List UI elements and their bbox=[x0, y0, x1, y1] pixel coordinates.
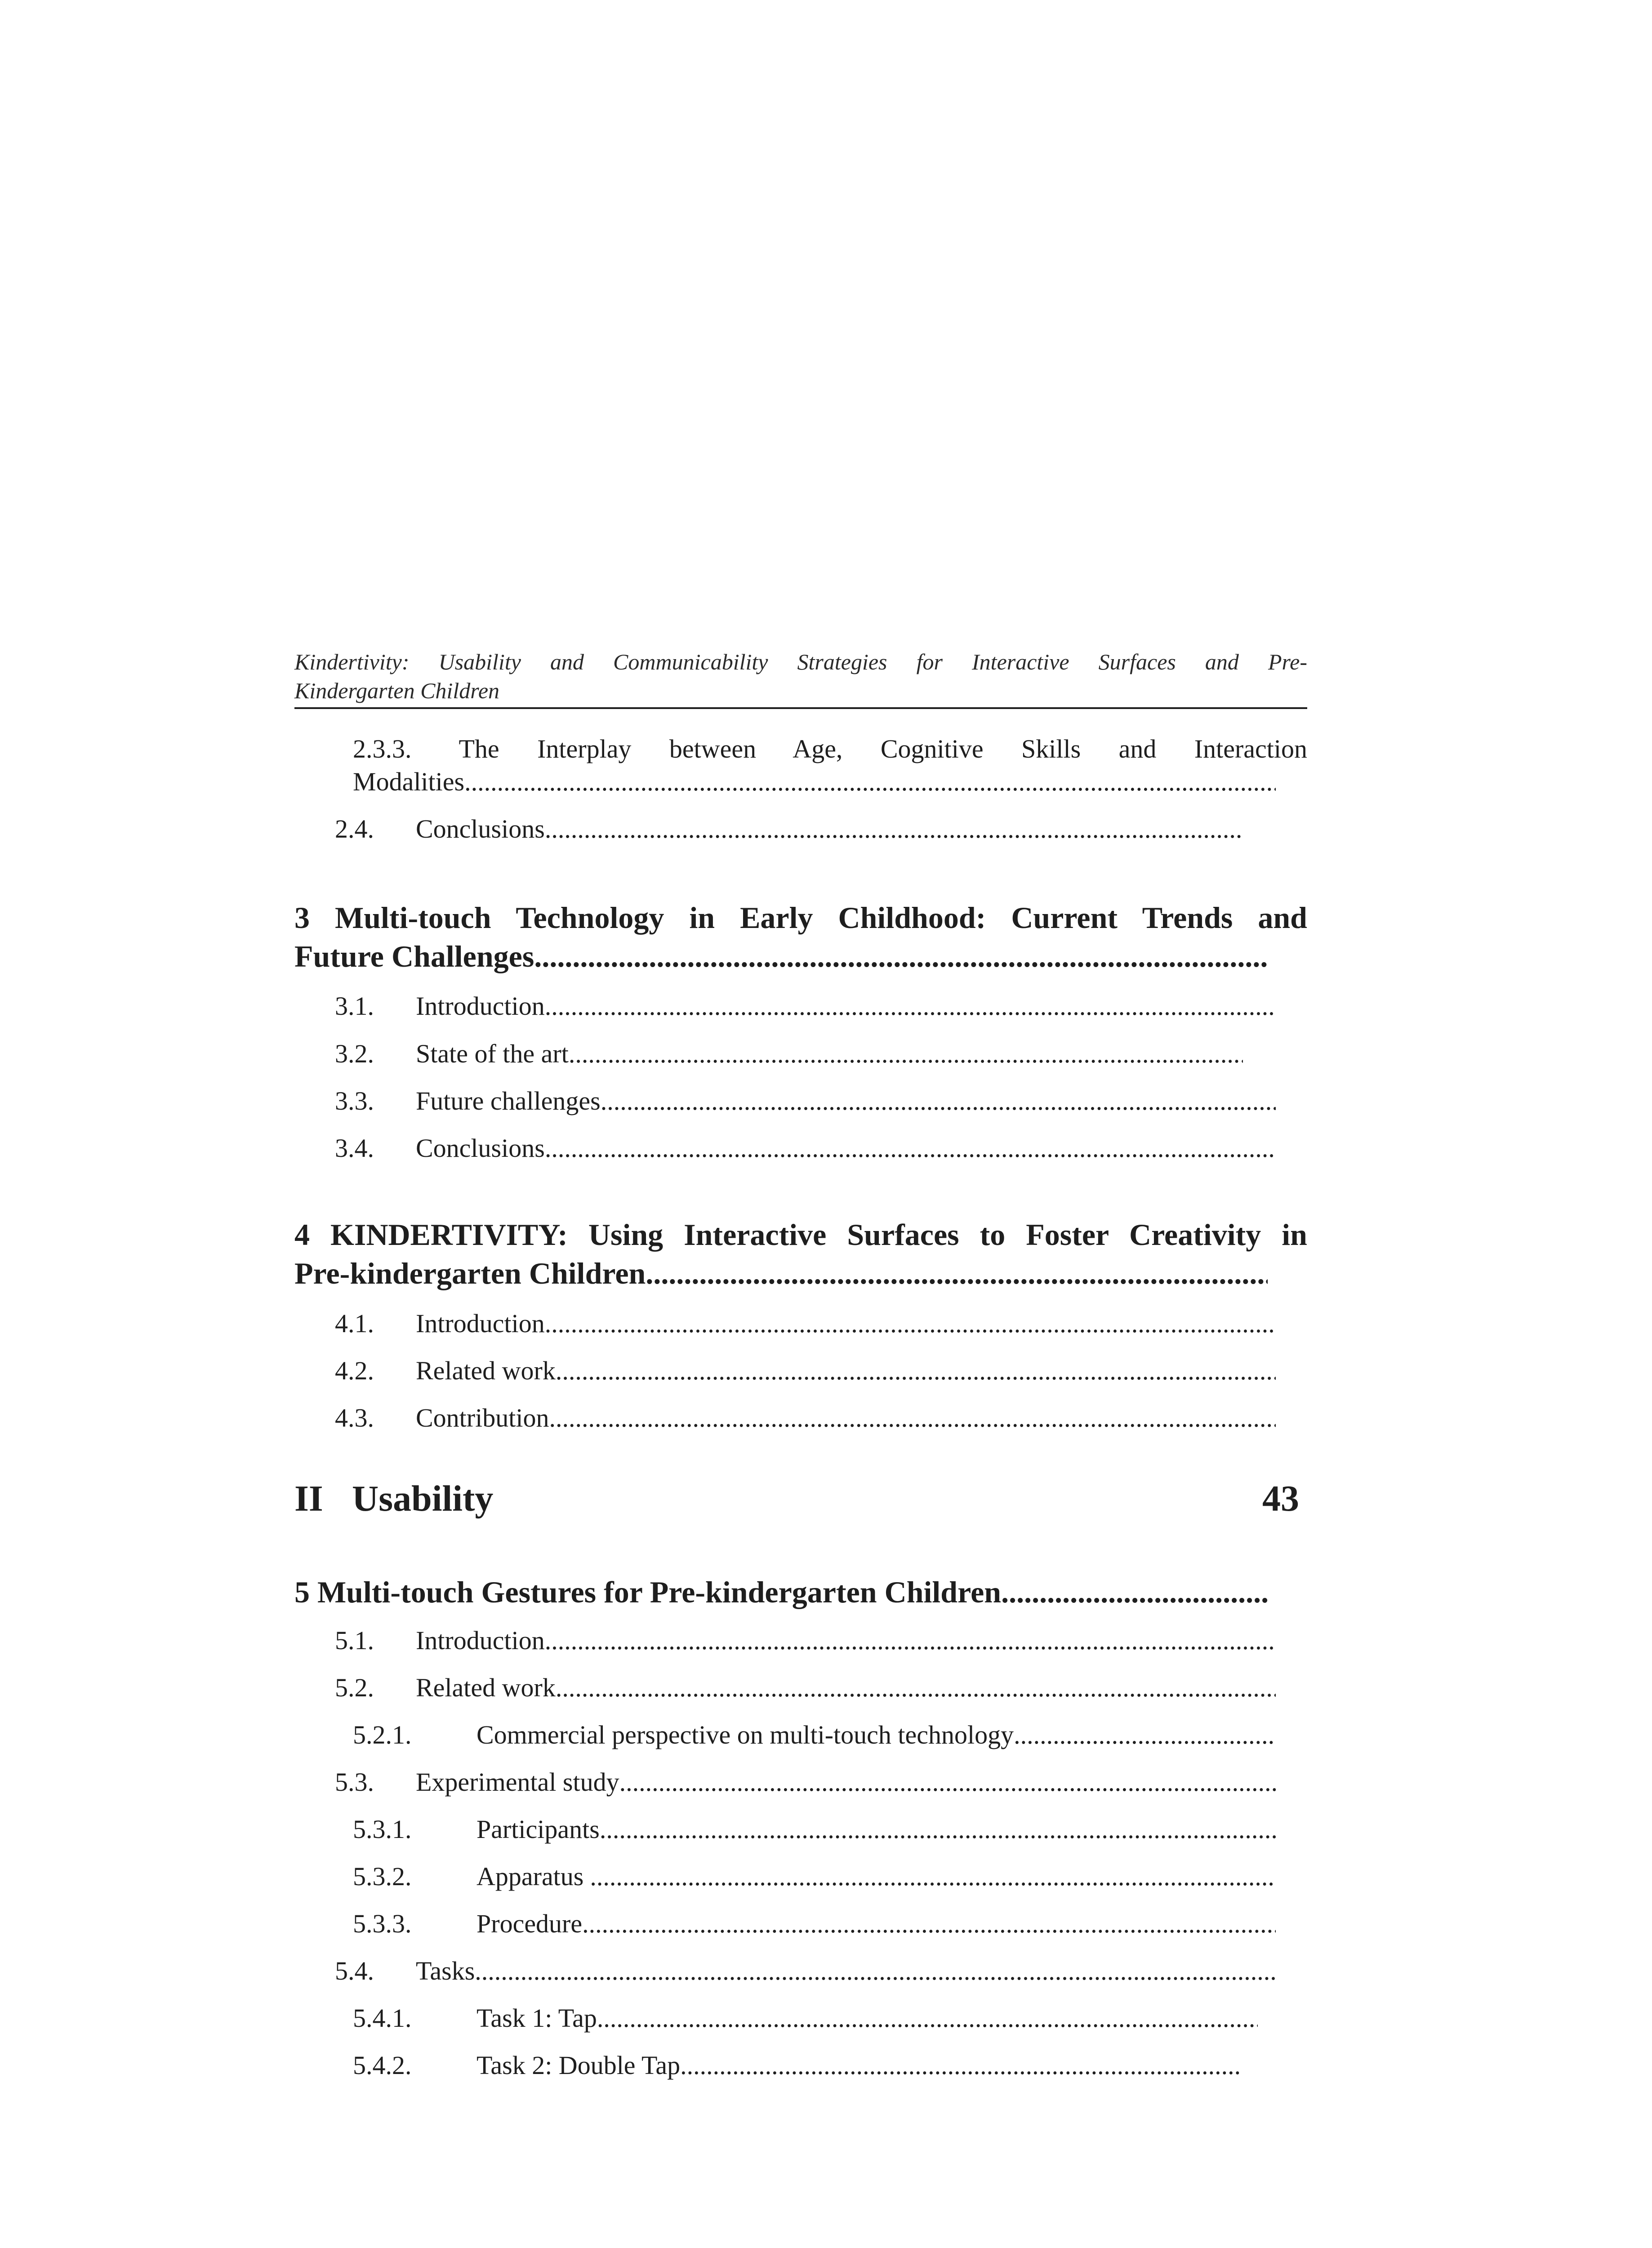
toc-entry-4-2[interactable] bbox=[335, 1355, 1276, 1387]
toc-entry-title: State of the art bbox=[416, 1039, 569, 1068]
toc-entry-3-1[interactable] bbox=[335, 990, 1276, 1022]
toc-entry-title: The Interplay between Age, Cognitive Skills and Interaction bbox=[459, 734, 1307, 763]
toc-entry-3-3[interactable] bbox=[335, 1085, 1276, 1117]
toc-entry-number: 3.3. bbox=[335, 1086, 374, 1115]
dot-leader bbox=[582, 1908, 1276, 1940]
toc-entry-number: 4.2. bbox=[335, 1356, 374, 1385]
toc-entry-5-4-2[interactable] bbox=[353, 2049, 1276, 2082]
toc-entry-number: 5.3.1. bbox=[353, 1815, 412, 1844]
toc-entry-number: 5.1. bbox=[335, 1626, 374, 1655]
toc-entry-title: Introduction bbox=[416, 991, 545, 1021]
part-number: II bbox=[294, 1478, 323, 1519]
toc-entry-title: Related work bbox=[416, 1673, 556, 1702]
toc-entry-2-4[interactable] bbox=[335, 813, 1276, 845]
toc-entry-number: 5.2.1. bbox=[353, 1720, 412, 1749]
running-header-line-2: Kindergarten Children bbox=[294, 678, 500, 703]
toc-entry-3-4[interactable] bbox=[335, 1132, 1276, 1164]
dot-leader bbox=[534, 937, 1268, 976]
toc-entry-4-3[interactable] bbox=[335, 1402, 1276, 1434]
toc-entry-5-3-2[interactable] bbox=[353, 1860, 1276, 1893]
toc-entry-5-2[interactable] bbox=[335, 1672, 1276, 1704]
toc-entry-title: Commercial perspective on multi-touch technology bbox=[476, 1720, 1014, 1749]
toc-entry-number: 2.4. bbox=[335, 814, 374, 843]
toc-entry-number: 2.3.3. bbox=[353, 734, 412, 763]
dot-leader bbox=[680, 2049, 1242, 2082]
toc-entry-4-1[interactable] bbox=[335, 1307, 1276, 1340]
toc-entry-title: Contribution bbox=[416, 1403, 549, 1432]
dot-leader bbox=[545, 1624, 1276, 1657]
toc-entry-title: Introduction bbox=[416, 1309, 545, 1338]
toc-entry-title-cont: Modalities bbox=[353, 767, 465, 796]
toc-entry-number: 5.3.3. bbox=[353, 1909, 412, 1938]
toc-entry-title: Conclusions bbox=[416, 814, 545, 843]
dot-leader bbox=[646, 1254, 1268, 1293]
toc-entry-title: Tasks bbox=[416, 1956, 475, 1985]
toc-entry-5-3-3[interactable] bbox=[353, 1908, 1276, 1940]
dot-leader bbox=[1014, 1719, 1276, 1751]
chapter-3-heading[interactable] bbox=[294, 898, 1307, 976]
dot-leader bbox=[583, 1860, 1276, 1893]
dot-leader bbox=[601, 1085, 1276, 1117]
toc-entry-title: Procedure bbox=[476, 1909, 583, 1938]
chapter-title: 5 Multi-touch Gestures for Pre-kindergarten Children bbox=[294, 1575, 1002, 1609]
toc-entry-title: Apparatus bbox=[476, 1862, 584, 1891]
toc-entry-5-2-1[interactable] bbox=[353, 1719, 1276, 1751]
toc-entry-number: 5.3.2. bbox=[353, 1862, 412, 1891]
part-page-number: 43 bbox=[1262, 1478, 1299, 1519]
toc-entry-number: 5.3. bbox=[335, 1767, 374, 1797]
dot-leader bbox=[1001, 1573, 1268, 1611]
toc-entry-title: Conclusions bbox=[416, 1133, 545, 1163]
toc-entry-number: 4.3. bbox=[335, 1403, 374, 1432]
toc-entry-number: 5.4.1. bbox=[353, 2003, 412, 2033]
dot-leader bbox=[619, 1766, 1276, 1798]
chapter-title: 4 KINDERTIVITY: Using Interactive Surfaces to Foster Creativity in bbox=[294, 1218, 1307, 1252]
dot-leader bbox=[597, 2002, 1258, 2034]
toc-entry-3-2[interactable] bbox=[335, 1038, 1276, 1070]
header-rule bbox=[294, 707, 1307, 709]
part-title: Usability bbox=[352, 1478, 494, 1519]
toc-entry-number: 4.1. bbox=[335, 1309, 374, 1338]
toc-entry-title: Related work bbox=[416, 1356, 556, 1385]
toc-entry-5-3-1[interactable] bbox=[353, 1813, 1276, 1846]
dot-leader bbox=[549, 1402, 1276, 1434]
chapter-5-heading[interactable] bbox=[294, 1573, 1307, 1611]
dot-leader bbox=[545, 990, 1276, 1022]
part-2-heading[interactable] bbox=[294, 1476, 1299, 1521]
dot-leader bbox=[545, 1132, 1276, 1164]
dot-leader bbox=[545, 813, 1242, 845]
chapter-title-cont: Future Challenges bbox=[294, 939, 534, 973]
toc-entry-title: Participants bbox=[476, 1815, 600, 1844]
toc-entry-5-3[interactable] bbox=[335, 1766, 1276, 1798]
toc-entry-title: Introduction bbox=[416, 1626, 545, 1655]
dot-leader bbox=[600, 1813, 1276, 1846]
dot-leader bbox=[475, 1955, 1276, 1987]
running-header bbox=[294, 647, 1307, 705]
toc-entry-title: Task 2: Double Tap bbox=[476, 2051, 681, 2080]
toc-entry-title: Future challenges bbox=[416, 1086, 601, 1115]
dot-leader bbox=[556, 1672, 1276, 1704]
toc-entry-number: 5.4. bbox=[335, 1956, 374, 1985]
chapter-4-heading[interactable] bbox=[294, 1215, 1307, 1293]
dot-leader bbox=[556, 1355, 1276, 1387]
toc-entry-number: 3.2. bbox=[335, 1039, 374, 1068]
toc-entry-number: 3.4. bbox=[335, 1133, 374, 1163]
toc-entry-number: 5.4.2. bbox=[353, 2051, 412, 2080]
dot-leader bbox=[545, 1307, 1276, 1340]
toc-entry-number: 5.2. bbox=[335, 1673, 374, 1702]
toc-entry-title: Experimental study bbox=[416, 1767, 619, 1797]
toc-entry-title: Task 1: Tap bbox=[476, 2003, 597, 2033]
toc-entry-5-1[interactable] bbox=[335, 1624, 1276, 1657]
toc-entry-5-4[interactable] bbox=[335, 1955, 1276, 1987]
running-header-line-1: Kindertivity: Usability and Communicability Strategies for Interactive Surfaces and Pre- bbox=[294, 649, 1307, 674]
toc-entry-number: 3.1. bbox=[335, 991, 374, 1021]
chapter-title-cont: Pre-kindergarten Children bbox=[294, 1256, 646, 1290]
dot-leader bbox=[464, 766, 1276, 798]
toc-entry-5-4-1[interactable] bbox=[353, 2002, 1276, 2034]
dot-leader bbox=[569, 1038, 1243, 1070]
chapter-title: 3 Multi-touch Technology in Early Childhood: Current Trends and bbox=[294, 901, 1307, 935]
